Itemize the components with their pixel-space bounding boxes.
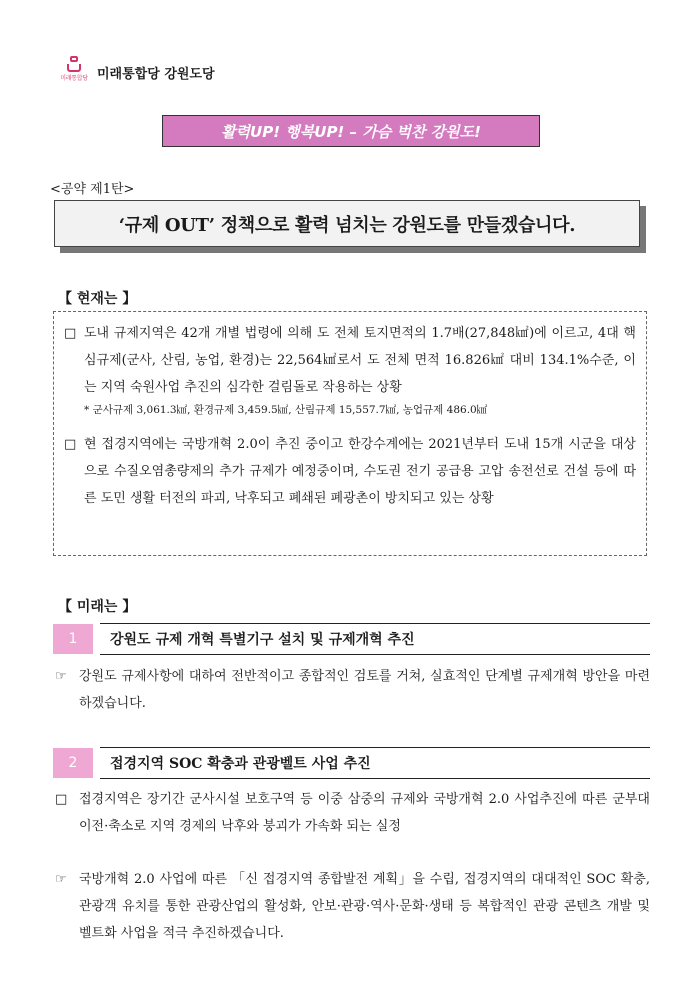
pointing-hand-icon: ☞ (55, 669, 67, 684)
item-title: 접경지역 SOC 확충과 관광벨트 사업 추진 (100, 747, 650, 779)
item-paragraph: □ 접경지역은 장기간 군사시설 보호구역 등 이중 삼중의 규제와 국방개혁 2.0 사업추진에 따른 군부대 이전·축소로 지역 경제의 낙후와 붕괴가 가속화 되는 실정 (53, 786, 650, 840)
logo-text: 미래통합당 (60, 75, 88, 82)
future-heading: 【 미래는 】 (58, 599, 137, 615)
item-paragraph: ☞ 국방개혁 2.0 사업에 따른 「신 접경지역 종합발전 계획」을 수립, 접경지역의 대대적인 SOC 확충, 관광객 유치를 통한 관광산업의 활성화, 안보·관광·역사·문화·생태 등 복합적인 관광 콘텐츠 개발 및 벨트화 사업을 적극 추진하겠습니다. (53, 866, 650, 947)
party-logo (55, 56, 93, 84)
pledge-number: <공약 제1탄> (50, 182, 135, 197)
current-heading: 【 현재는 】 (58, 291, 137, 307)
checkbox-icon: □ (64, 326, 77, 341)
current-note: * 군사규제 3,061.3㎢, 환경규제 3,459.5㎢, 산림규제 15,557.7㎢, 농업규제 486.0㎢ (84, 404, 488, 416)
current-paragraph: □ 도내 규제지역은 42개 개별 법령에 의해 도 전체 토지면적의 1.7배(27,848㎢)에 이르고, 4대 핵심규제(군사, 산림, 농업, 환경)는 22,564㎢로서 도 전체 면적 16.826㎢ 대비 134.1%수준, 이는 지역 숙원사업 추진의 심각한 걸림돌로 작용하는 상황 (62, 320, 636, 401)
party-name: 미래통합당 강원도당 (97, 67, 215, 82)
party-logo-icon (67, 56, 81, 72)
checkbox-icon: □ (55, 792, 68, 807)
title-box (54, 200, 644, 250)
current-box (53, 311, 647, 556)
page-title: ‘규제 OUT’ 정책으로 활력 넘치는 강원도를 만들겠습니다. (54, 200, 640, 247)
pointing-hand-icon: ☞ (55, 872, 67, 887)
item-title: 강원도 규제 개혁 특별기구 설치 및 규제개혁 추진 (100, 623, 650, 655)
item-number-badge: 2 (53, 748, 93, 778)
current-paragraph: □ 현 접경지역에는 국방개혁 2.0이 추진 중이고 한강수계에는 2021년부터 도내 15개 시군을 대상으로 수질오염총량제의 추가 규제가 예정중이며, 수도권 전기 공급용 고압 송전선로 건설 등에 따른 도민 생활 터전의 파괴, 낙후되고 폐쇄된 폐광촌이 방치되고 있는 상황 (62, 431, 636, 512)
slogan-banner: 활력UP! 행복UP! – 가슴 벅찬 강원도! (162, 115, 540, 147)
checkbox-icon: □ (64, 437, 77, 452)
item-number-badge: 1 (53, 624, 93, 654)
item-paragraph: ☞ 강원도 규제사항에 대하여 전반적이고 종합적인 검토를 거쳐, 실효적인 단계별 규제개혁 방안을 마련하겠습니다. (53, 663, 650, 717)
